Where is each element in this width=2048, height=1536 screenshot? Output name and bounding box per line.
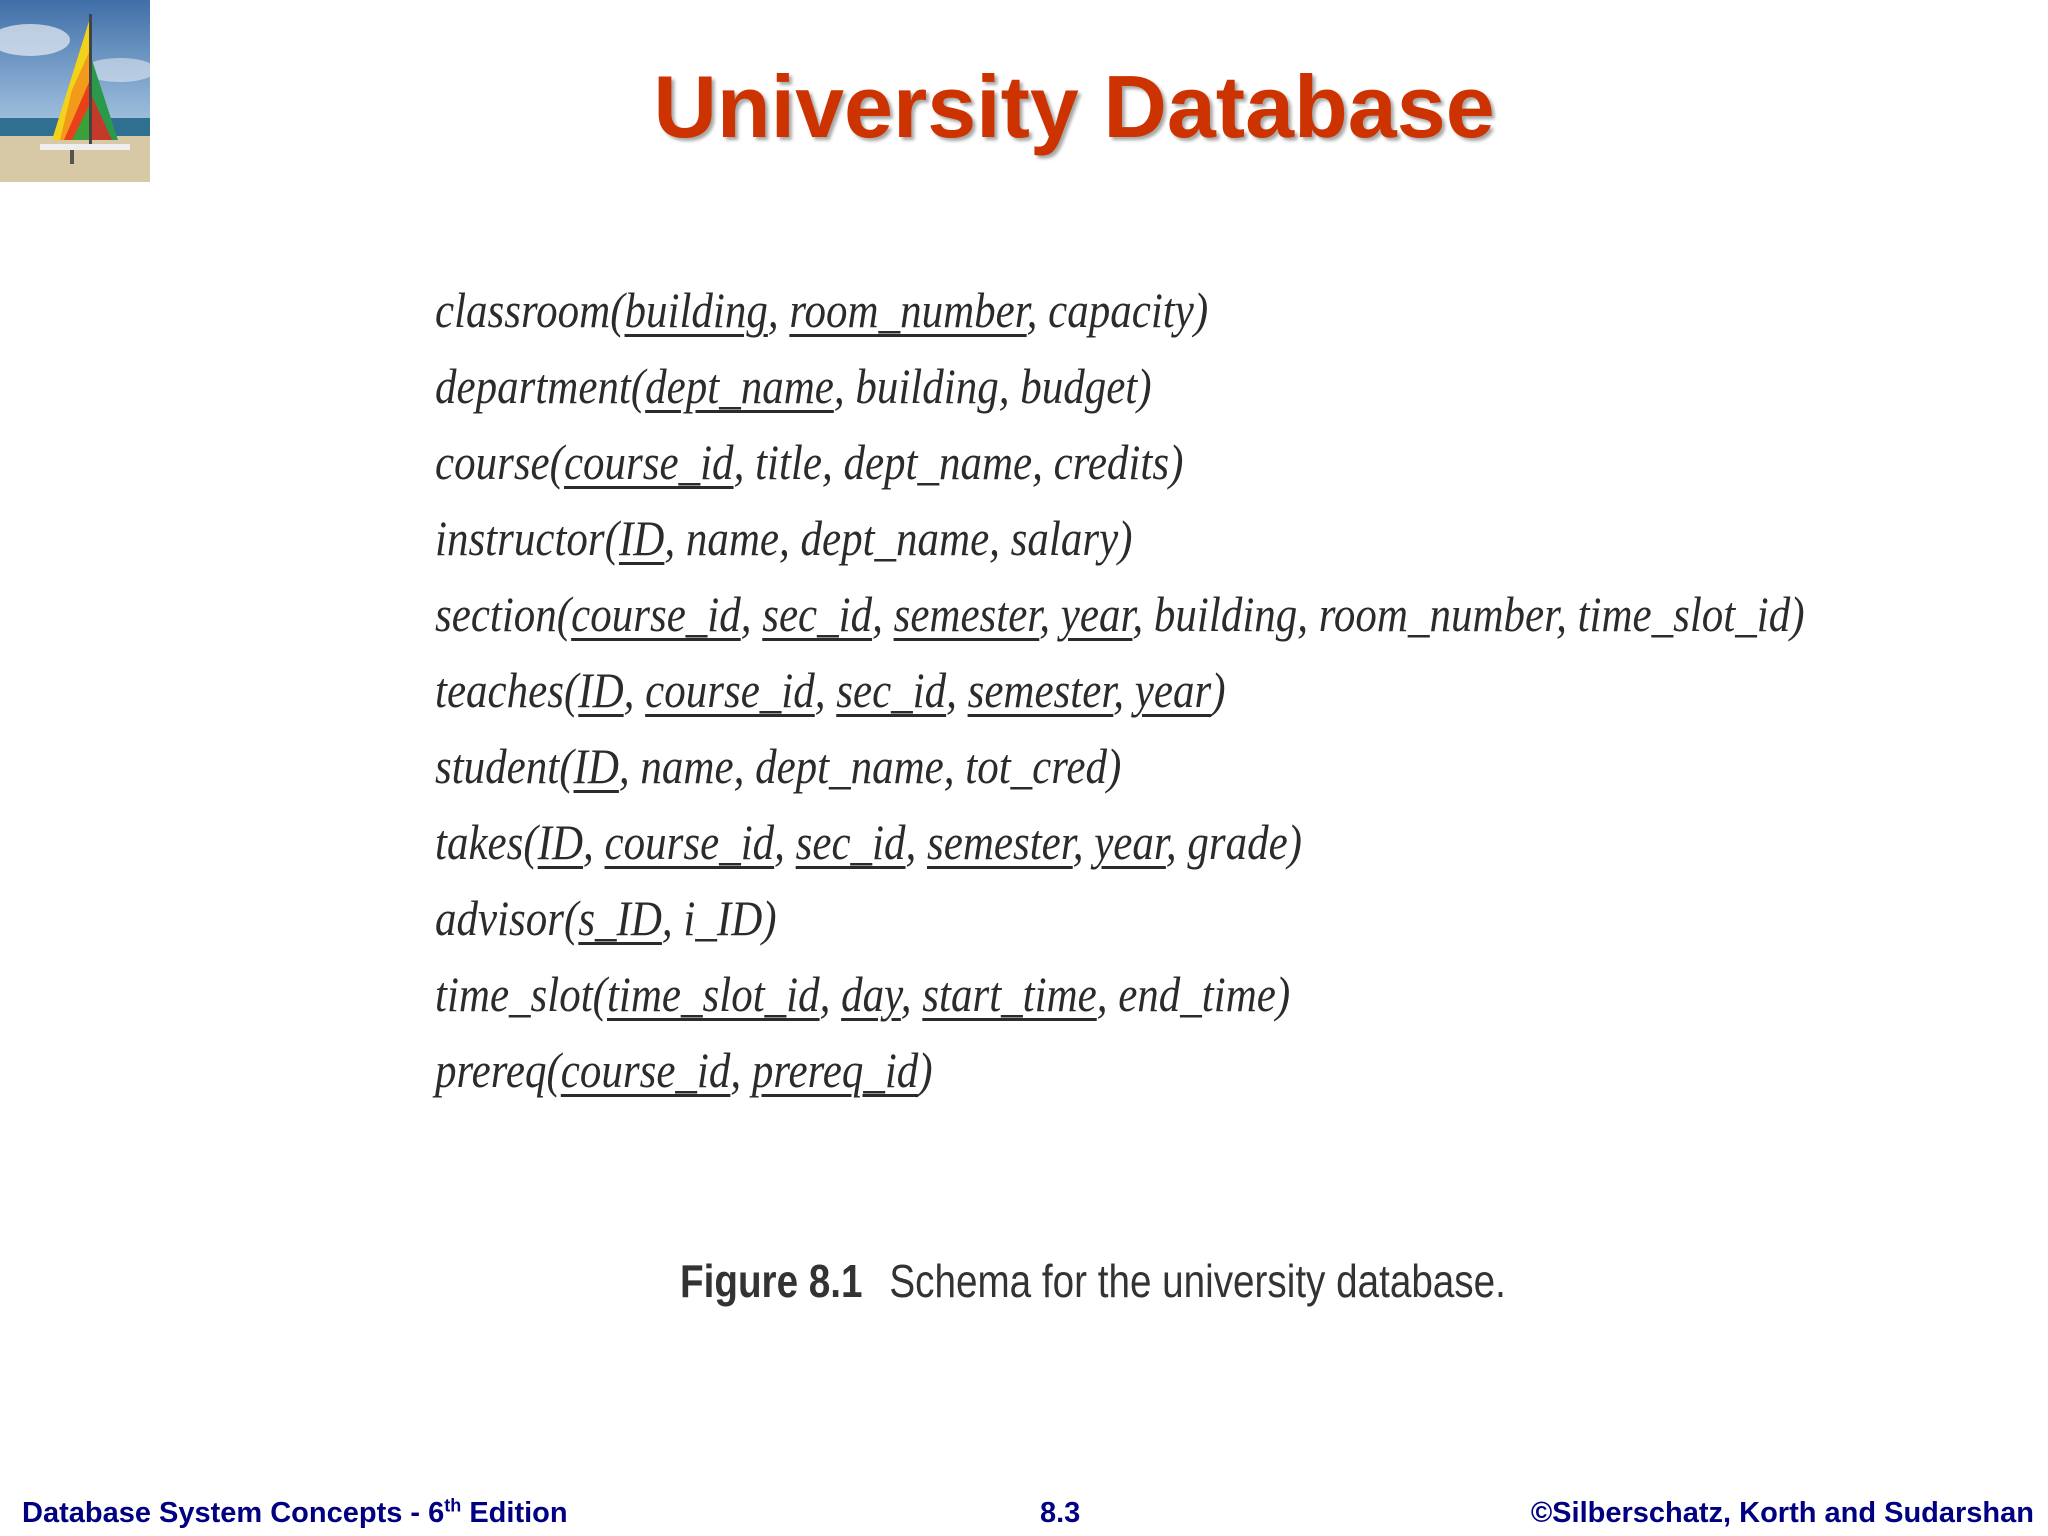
relation-name: advisor — [435, 890, 564, 946]
attribute: tot_cred — [965, 738, 1107, 794]
relation-name: section — [435, 586, 557, 642]
key-attribute: course_id — [563, 434, 734, 490]
attribute: room_number — [1318, 586, 1557, 642]
relation-name: teaches — [435, 662, 564, 718]
attribute: i_ID — [683, 890, 763, 946]
attribute: capacity — [1048, 282, 1194, 338]
schema-row: advisor(s_ID, i_ID) — [435, 890, 777, 946]
relation-name: department — [435, 358, 631, 414]
relation-name: classroom — [435, 282, 611, 338]
attribute: dept_name — [800, 510, 990, 566]
key-attribute: year — [1134, 662, 1212, 718]
schema-list — [435, 272, 2027, 1108]
attribute: building — [855, 358, 999, 414]
footer-edition-superscript: th — [444, 1495, 462, 1516]
attribute: title — [755, 434, 822, 490]
attribute: dept_name — [843, 434, 1033, 490]
schema-row: student(ID, name, dept_name, tot_cred) — [435, 738, 1122, 794]
attribute: end_time — [1118, 966, 1276, 1022]
key-attribute: sec_id — [795, 814, 906, 870]
schema-row: section(course_id, sec_id, semester, year, building, room_number, time_slot_id) — [435, 586, 1805, 642]
footer-book-title — [22, 1490, 568, 1536]
schema-row: classroom(building, room_number, capacity) — [435, 282, 1209, 338]
key-attribute: ID — [618, 510, 665, 566]
key-attribute: course_id — [645, 662, 815, 718]
schema-row: takes(ID, course_id, sec_id, semester, year, grade) — [435, 814, 1303, 870]
key-attribute: time_slot_id — [606, 966, 820, 1022]
key-attribute: ID — [573, 738, 619, 794]
attribute: credits — [1053, 434, 1170, 490]
key-attribute: sec_id — [762, 586, 873, 642]
key-attribute: sec_id — [836, 662, 947, 718]
key-attribute: s_ID — [578, 890, 662, 946]
attribute: grade — [1187, 814, 1288, 870]
key-attribute: ID — [578, 662, 624, 718]
figure-caption-text: Schema for the university database. — [889, 1255, 1506, 1307]
figure-caption — [680, 1246, 1506, 1316]
key-attribute: ID — [537, 814, 584, 870]
relation-name: takes — [435, 814, 524, 870]
key-attribute: day — [841, 966, 901, 1022]
key-attribute: year — [1094, 814, 1166, 870]
schema-row: instructor(ID, name, dept_name, salary) — [435, 510, 1133, 566]
key-attribute: semester — [967, 662, 1114, 718]
slide-footer — [0, 1490, 2048, 1536]
key-attribute: room_number — [789, 282, 1027, 338]
key-attribute: year — [1060, 586, 1133, 642]
key-attribute: prereq_id — [751, 1042, 919, 1098]
attribute: dept_name — [755, 738, 944, 794]
relation-name: course — [435, 434, 550, 490]
attribute: salary — [1010, 510, 1119, 566]
footer-copyright: ©Silberschatz, Korth and Sudarshan — [1530, 1497, 2034, 1529]
attribute: budget — [1020, 358, 1138, 414]
footer-book-title-suffix: Edition — [461, 1497, 568, 1529]
footer-page-number: 8.3 — [1040, 1497, 1081, 1529]
schema-row: department(dept_name, building, budget) — [435, 358, 1152, 414]
slide-title: University Database — [653, 57, 1495, 156]
relation-name: prereq — [435, 1042, 547, 1098]
key-attribute: building — [624, 282, 768, 338]
attribute: name — [685, 510, 779, 566]
key-attribute: course_id — [604, 814, 775, 870]
schema-row: course(course_id, title, dept_name, credits) — [435, 434, 1184, 490]
schema-row: teaches(ID, course_id, sec_id, semester, year) — [435, 662, 1226, 718]
key-attribute: dept_name — [645, 358, 834, 414]
key-attribute: course_id — [560, 1042, 731, 1098]
attribute: name — [640, 738, 734, 794]
relation-name: time_slot — [435, 966, 593, 1022]
key-attribute: semester — [893, 586, 1040, 642]
schema-row: time_slot(time_slot_id, day, start_time, end_time) — [435, 966, 1291, 1022]
footer-book-title-prefix: Database System Concepts - 6 — [22, 1497, 445, 1529]
key-attribute: start_time — [922, 966, 1097, 1022]
attribute: time_slot_id — [1577, 586, 1791, 642]
relation-name: student — [435, 738, 560, 794]
schema-row: prereq(course_id, prereq_id) — [435, 1042, 933, 1098]
attribute: building — [1153, 586, 1298, 642]
figure-label: Figure 8.1 — [680, 1255, 863, 1307]
key-attribute: semester — [927, 814, 1073, 870]
key-attribute: course_id — [571, 586, 741, 642]
relation-name: instructor — [435, 510, 605, 566]
